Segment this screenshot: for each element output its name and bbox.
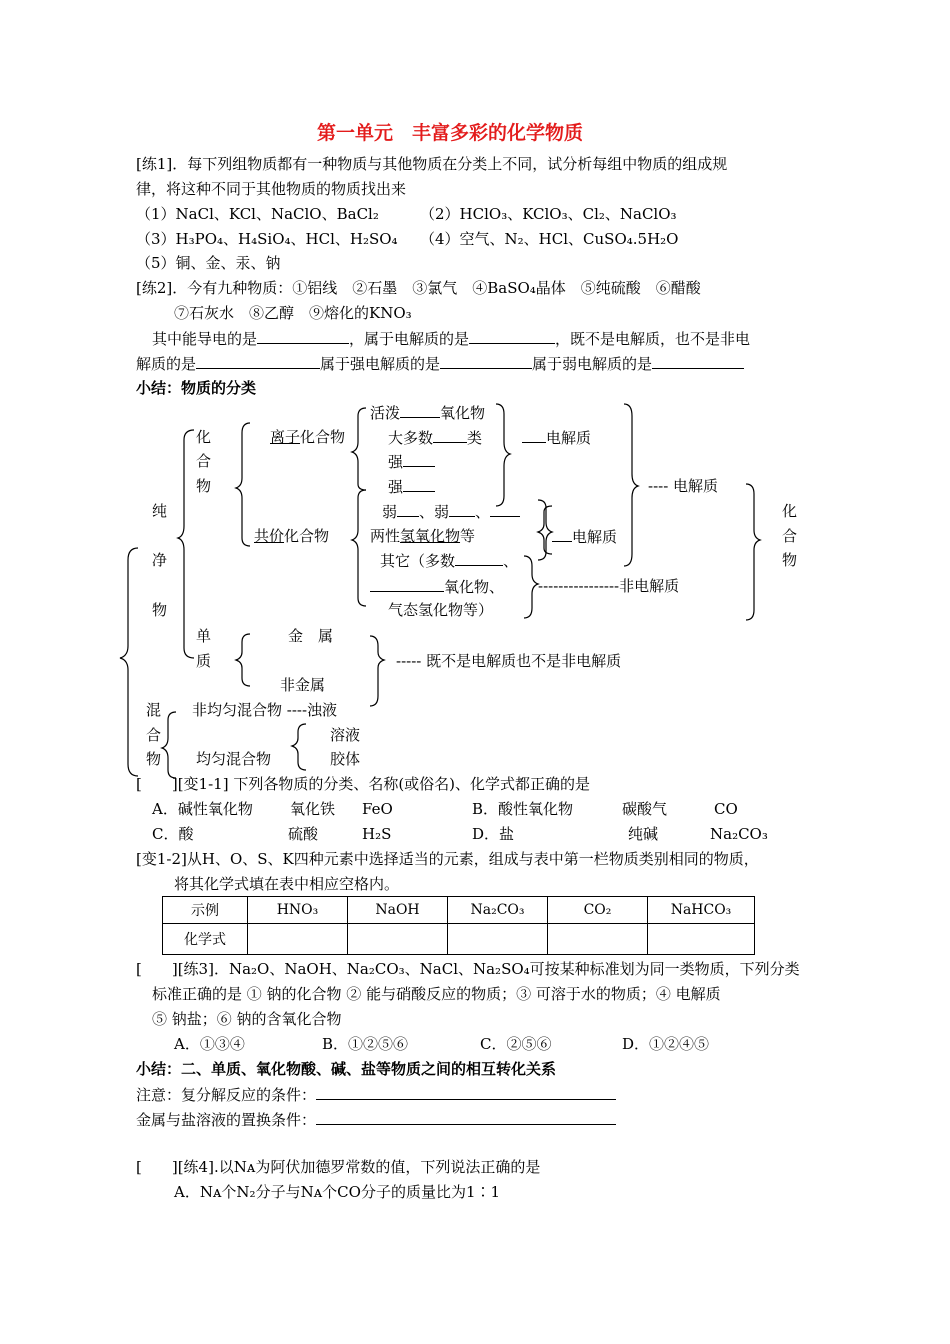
item-most: 大多数 类 [388, 429, 483, 447]
ex2-qa: 其中能导电的是 [152, 330, 258, 348]
table-answer-cell[interactable] [348, 924, 448, 955]
ex3-option-a: A．①③④ [174, 1035, 245, 1053]
ex1-group2: （2）HClO₃、KClO₃、Cl₂、NaClO₃ [420, 205, 677, 223]
bracket-pure [178, 430, 194, 658]
label-mixture-3: 物 [146, 750, 162, 768]
label-colloid: 胶体 [330, 750, 361, 768]
table-answer-cell[interactable] [648, 924, 755, 955]
var11-d-name: 纯碱 [628, 825, 659, 843]
item-oxide: 氧化物、 [370, 577, 504, 596]
var11-d-class: D．盐 [472, 825, 515, 843]
metal-displacement-blank[interactable] [316, 1110, 616, 1125]
summary-classification: 小结：物质的分类 [136, 379, 257, 397]
table-header-cell: 示例 [163, 897, 248, 924]
table-header-row [163, 897, 755, 924]
label-heterogeneous: 非均匀混合物 ----浊液 [192, 701, 338, 719]
ex2-qb: ，属于电解质的是 [349, 330, 470, 348]
item-amphoteric: 两性氢氧化物等 [370, 527, 476, 545]
label-compound-2: 合 [196, 452, 212, 470]
bracket-ionic [352, 408, 366, 490]
bracket-electrolyte [624, 404, 638, 566]
table-header-cell: NaHCO₃ [648, 897, 755, 924]
ex3-option-b: B．①②⑤⑥ [322, 1035, 409, 1053]
var11-b-name: 碳酸气 [622, 800, 668, 818]
label-homogeneous: 均匀混合物 [196, 750, 272, 768]
double-decomposition-blank[interactable] [316, 1085, 616, 1100]
var12-line2: 将其化学式填在表中相应空格内。 [174, 875, 400, 893]
ex1-group1: （1）NaCl、KCl、NaClO、BaCl₂ [136, 205, 379, 223]
item-strong-1: 强 [388, 452, 435, 471]
bracket-mixture [162, 712, 176, 778]
label-nonmetal: 非金属 [280, 676, 326, 694]
ex4-option-a: A．Nᴀ个N₂分子与Nᴀ个CO分子的质量比为1∶1 [174, 1183, 501, 1201]
label-element-1: 单 [196, 627, 212, 645]
ex2-qf: 属于弱电解质的是 [532, 355, 653, 373]
label-electrolyte-2: 电解质 [552, 527, 617, 546]
var11-c-name: 硫酸 [288, 825, 319, 843]
label-neither: ----- 既不是电解质也不是非电解质 [396, 652, 622, 670]
item-weak: 弱 、弱 、 [382, 502, 520, 521]
label-right-compound-2: 合 [782, 527, 798, 545]
label-mixture-1: 混 [146, 701, 162, 719]
ex1-line1: [练1]．每下列组物质都有一种物质与其他物质在分类上不同，试分析每组中物质的组成规 [136, 155, 728, 173]
label-right-compound-3: 物 [782, 551, 798, 569]
label-element-2: 质 [196, 652, 212, 670]
item-gas-hydride: 气态氢化物等） [388, 601, 494, 619]
var11-a-formula: FeO [362, 800, 393, 818]
ex3-line1: [ ][练3]．Na₂O、NaOH、Na₂CO₃、NaCl、Na₂SO₄可按某种标准划为同一类物质，下列分类 [136, 960, 800, 978]
bracket-compound-right [746, 484, 760, 620]
item-other: 其它（多数 、 [380, 552, 519, 570]
bracket-outer-pure-mixed [120, 548, 138, 776]
table-header-cell: HNO₃ [248, 897, 348, 924]
table-answer-cell[interactable] [448, 924, 548, 955]
bracket-homo [292, 724, 306, 770]
table-row-label: 化学式 [163, 924, 248, 955]
ex2-qe: 属于强电解质的是 [320, 355, 441, 373]
label-ionic-compound: 离子化合物 [270, 428, 346, 446]
bracket-nonelectrolyte [524, 556, 538, 618]
table-header-cell: NaOH [348, 897, 448, 924]
bracket-weak-left [538, 506, 552, 554]
ex2-line1: [练2]．今有九种物质：①铝线 ②石墨 ③氯气 ④BaSO₄晶体 ⑤纯硫酸 ⑥醋酸 [136, 279, 701, 297]
ex3-option-c: C．②⑤⑥ [480, 1035, 552, 1053]
var11-b-class: B．酸性氧化物 [472, 800, 574, 818]
label-pure-2: 净 [152, 551, 168, 569]
summary-conversion: 小结：二、单质、氧化物酸、碱、盐等物质之间的相互转化关系 [136, 1060, 557, 1078]
label-compound-1: 化 [196, 428, 212, 446]
table-header-cell: Na₂CO₃ [448, 897, 548, 924]
ex1-line2: 律，将这种不同于其他物质的物质找出来 [136, 180, 407, 198]
ex1-group5: （5）铜、金、汞、钠 [136, 254, 281, 272]
label-nonelectrolyte: ----------------非电解质 [538, 577, 680, 595]
item-active-oxide: 活泼 氧化物 [370, 404, 486, 422]
var11-question: [ ][变1-1] 下列各物质的分类、名称(或俗名)、化学式都正确的是 [136, 775, 591, 793]
var11-a-class: A．碱性氧化物 [152, 800, 253, 818]
item-strong-2: 强 [388, 477, 435, 496]
table-row [163, 924, 755, 955]
label-electrolyte-1: 电解质 [522, 428, 591, 447]
bracket-covalent [352, 490, 366, 606]
var11-b-formula: CO [714, 800, 738, 818]
note-double-decomposition: 注意：复分解反应的条件： [136, 1085, 616, 1104]
ex2-qd: 解质的是 [136, 355, 197, 373]
var12-line1: [变1-2]从H、O、S、K四种元素中选择适当的元素，组成与表中第一栏物质类别相同的物质， [136, 850, 759, 868]
label-covalent-compound: 共价化合物 [254, 527, 330, 545]
var11-c-class: C．酸 [152, 825, 194, 843]
var11-c-formula: H₂S [362, 825, 392, 843]
ex3-line3: ⑤ 钠盐；⑥ 钠的含氧化合物 [152, 1010, 342, 1028]
bracket-compound [236, 423, 250, 546]
table-header-cell: CO₂ [548, 897, 648, 924]
label-pure-1: 纯 [152, 502, 168, 520]
ex1-group3: （3）H₃PO₄、H₄SiO₄、HCl、H₂SO₄ [136, 230, 398, 248]
bracket-ionic-right [496, 404, 510, 506]
label-compound-3: 物 [196, 477, 212, 495]
label-electrolyte-dash: ---- 电解质 [648, 477, 719, 495]
ex2-qc: ，既不是电解质，也不是非电 [555, 330, 751, 348]
var11-a-name: 氧化铁 [290, 800, 336, 818]
bracket-element [236, 634, 250, 686]
label-right-compound-1: 化 [782, 502, 798, 520]
label-solution: 溶液 [330, 726, 361, 744]
table-answer-cell[interactable] [248, 924, 348, 955]
formula-table [162, 896, 755, 955]
label-metal: 金 属 [288, 627, 334, 645]
ex3-option-d: D．①②④⑤ [622, 1035, 710, 1053]
var11-d-formula: Na₂CO₃ [710, 825, 768, 843]
ex1-group4: （4）空气、N₂、HCl、CuSO₄.5H₂O [420, 230, 679, 248]
ex4-question: [ ][练4].以Nᴀ为阿伏加德罗常数的值，下列说法正确的是 [136, 1158, 541, 1176]
label-pure-3: 物 [152, 601, 168, 619]
ex2-line2: ⑦石灰水 ⑧乙醇 ⑨熔化的KNO₃ [174, 304, 412, 322]
label-mixture-2: 合 [146, 726, 162, 744]
bracket-element-right [370, 636, 384, 706]
page-title: 第一单元 丰富多彩的化学物质 [317, 122, 584, 144]
ex3-line2: 标准正确的是 ① 钠的化合物 ② 能与硝酸反应的物质；③ 可溶于水的物质；④ 电解质 [152, 985, 721, 1003]
note-metal-displacement: 金属与盐溶液的置换条件： [136, 1110, 616, 1129]
table-answer-cell[interactable] [548, 924, 648, 955]
